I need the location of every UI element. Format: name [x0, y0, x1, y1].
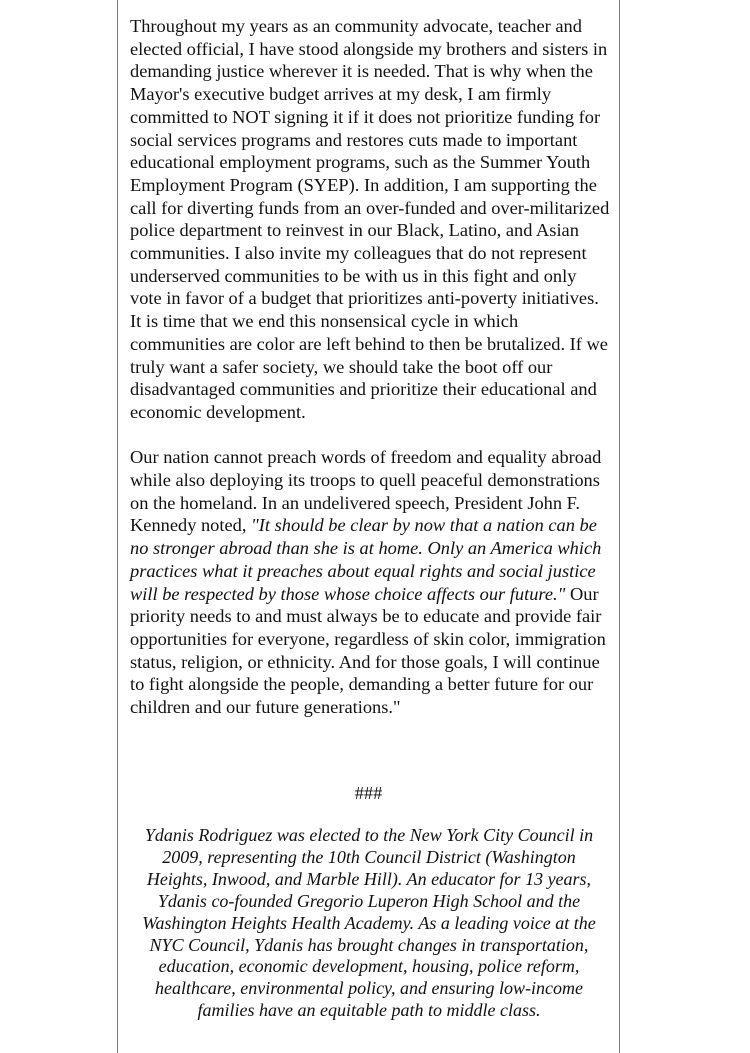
statement-body — [130, 15, 610, 741]
paragraph-2-outro: Our priority needs to and must always be to educate and provide fair opportunities for everyone, regardless of skin color, immigration status, religion, or ethnicity. And for those goals, I will continue to fight alongside the people, demanding a better future for our children and our future generations." — [130, 583, 606, 718]
document-page — [117, 0, 620, 1053]
statement-paragraph-2 — [130, 446, 610, 718]
author-bio: Ydanis Rodriguez was elected to the New York City Council in 2009, representing the 10th Council District (Washington Heights, Inwood, and Marble Hill). An educator for 13 years, Ydanis co-founded Gregorio Luperon High School and the Washington Heights Health Academy. As a leading voice at the NYC Council, Ydanis has brought changes in transportation, education, economic development, housing, police reform, healthcare, environmental policy, and ensuring low-income families have an equitable path to middle class. — [142, 825, 596, 1021]
kennedy-quote: "It should be clear by now that a nation can be no stronger abroad than she is at home. Only an America which practices what it preaches about equal rights and social justice will be respected by those whose choice affects our future." — [130, 515, 602, 604]
end-marker: ### — [354, 783, 383, 803]
statement-paragraph-1: Throughout my years as an community advocate, teacher and elected official, I have stood alongside my brothers and sisters in demanding justice wherever it is needed. That is why when the Mayor's executive budget arrives at my desk, I am firmly committed to NOT signing it if it does not prioritize funding for social services programs and restores cuts made to important educational employment programs, such as the Summer Youth Employment Program (SYEP). In addition, I am supporting the call for diverting funds from an over-funded and over-militarized police department to reinvest in our Black, Latino, and Asian communities. I also invite my colleagues that do not represent underserved communities to be with us in this fight and only vote in favor of a budget that prioritizes anti-poverty initiatives. It is time that we end this nonsensical cycle in which communities are color are left behind to then be brutalized. If we truly want a safer society, we should take the boot off our disadvantaged communities and prioritize their educational and economic development. — [130, 16, 610, 422]
paragraph-2-intro: Our nation cannot preach words of freedom and equality abroad while also deploying its troops to quell peaceful demonstrations on the homeland. In an undelivered speech, President John F. Kennedy noted, — [130, 447, 602, 536]
